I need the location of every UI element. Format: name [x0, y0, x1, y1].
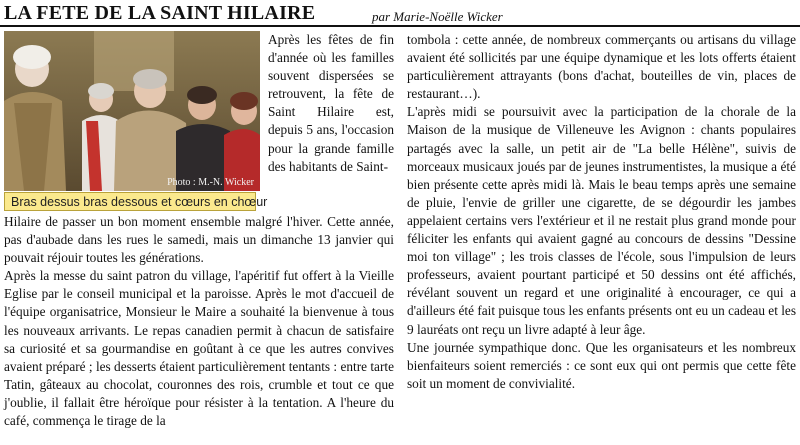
photo-block — [4, 31, 268, 213]
paragraph-intro: Après les fêtes de fin d'année où les familles souvent dispersées se retrouvent, la fête de Saint Hilaire est, depuis 5 ans, l'occasion pour la grande famille des habitants de Saint- — [268, 32, 394, 174]
paragraph-intro-continued: Hilaire de passer un bon moment ensemble malgré l'hiver. Cette année, pas d'aubade dans les rues le samedi, mais un dimanche 13 janvier qui pouvait réjouir toutes les générations. — [4, 214, 394, 266]
photo-caption: Bras dessus bras dessous et cœurs en chœur — [4, 192, 256, 211]
paragraph-chorale: L'après midi se poursuivit avec la participation de la chorale de la Maison de la musique de Villeneuve les Avignon : chants populaires partagés avec la salle, un petit air de "La belle Hélène", suivis de morceaux musicaux joués par de jeunes instrumentistes, la musique a été bien présente cette après midi là. Mais le beau temps après une semaine de pluie, l'envie de griller une cigarette, de se dégourdir les jambes appelaient certains vers l'extérieur et il ne restait plus grand monde pour féliciter les enfants qui avaient gagné au concours de dessins "Dessine moi ton village" ; les trois classes de l'école, sous l'impulsion de leurs professeurs, avaient pourtant participé et 50 dessins ont été affichés, révélant souvent un regard et une originalité à encourager, ce qui a d'ailleurs été fait puisque tous les enfants présents ont eu un cadeau et les 9 lauréats ont reçu un livre adapté à leur âge. — [407, 104, 796, 337]
column-2 — [407, 31, 796, 393]
paragraph-conclusion: Une journée sympathique donc. Que les organisateurs et les nombreux bienfaiteurs soient remerciés : ce sont eux qui ont permis que cette fête soit un moment de convivialité. — [407, 339, 796, 391]
column-1-bottom — [4, 213, 394, 430]
photo-illustration — [4, 31, 260, 191]
article-title: LA FETE DE LA SAINT HILAIRE — [4, 2, 316, 24]
photo-credit: Photo : M.-N. Wicker — [167, 177, 254, 188]
title-rule — [0, 25, 800, 27]
paragraph-apero: Après la messe du saint patron du village, l'apéritif fut offert à la Vieille Eglise par le conseil municipal et la paroisse. Après le mot d'accueil de l'équipe organisatrice, Monsieur le Maire a souhaité la bienvenue à tous les nouveaux arrivants. Le repas canadien permit à chacun de satisfaire sa curiosité et sa gourmandise en goûtant à ce que les autres convives avaient préparé ; les desserts étaient particulièrement tentants : entre tarte Tatin, gâteaux au chocolat, couronnes des rois, crumble et tout ce que j'oublie, il fallait être héroïque pour résister à la tentation. A l'heure du café, commença le tirage de la — [4, 268, 394, 429]
column-1-top — [268, 31, 394, 176]
article-byline: par Marie-Noëlle Wicker — [372, 9, 503, 24]
article-photo — [4, 31, 260, 191]
paragraph-tombola: tombola : cette année, de nombreux commerçants ou artisans du village avaient été sollicités par une équipe dynamique et les lots offerts étaient particulièrement attrayants (bons d'achat, bouteilles de vin, places de restaurant…). — [407, 32, 796, 102]
